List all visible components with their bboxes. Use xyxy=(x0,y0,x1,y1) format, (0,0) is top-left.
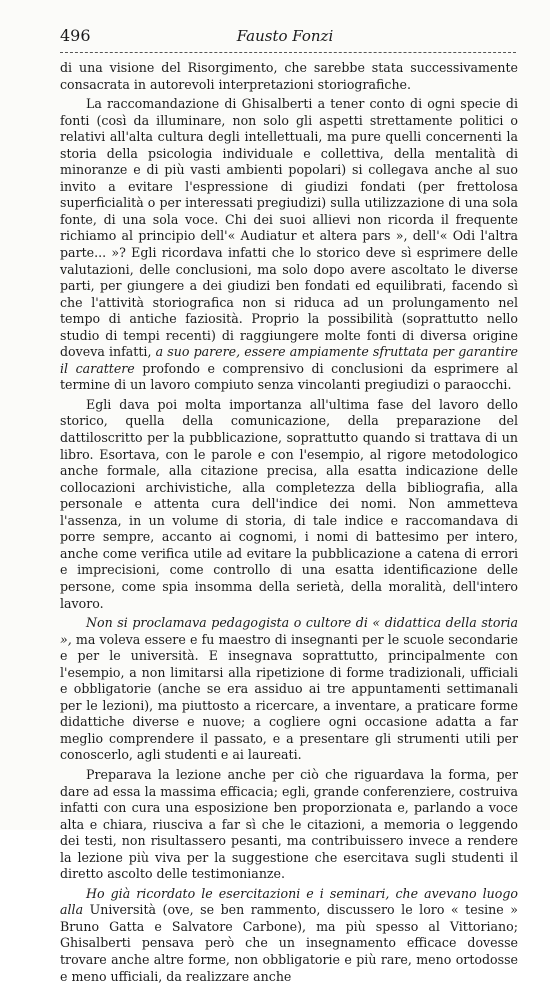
paragraph-6 xyxy=(60,886,518,985)
paragraph-2-text-c: profondo e comprensivo di conclusioni da esprimere al termine di un lavoro compiuto senza vincolanti pregiudizi o paraocchi. xyxy=(60,360,518,393)
paragraph-4-text: ma voleva essere e fu maestro di insegnanti per le scuole secondarie e per le università. E insegnava soprattutto, principalmente con l'esempio, a non limitarsi alla ripetizione di forme tradizionali, ufficiali e obbligatorie (anche se era assiduo ai tre appuntamenti settimanali per le lezioni), ma piuttosto a ricercare, a inventare, a praticare forme didattiche diverse e nuove; a cogliere ogni occasione adatta a far meglio comprendere il passato, e a presentare gli strumenti utili per conoscerlo, agli studenti e ai laureati. xyxy=(60,631,518,763)
page-header xyxy=(60,26,510,48)
paragraph-4-italic: Non si proclamava pedagogista o cultore di « didattica della storia », xyxy=(60,615,518,647)
running-head: Fausto Fonzi xyxy=(236,27,334,45)
paragraph-1: di una visione del Risorgimento, che sarebbe stata successivamente consacrata in autorevoli interpretazioni storiografiche. xyxy=(60,60,518,92)
paragraph-2 xyxy=(60,96,518,394)
paragraph-6-italic: Ho già ricordato le esercitazioni e i seminari, che avevano luogo alla xyxy=(60,885,518,918)
paragraph-2-text-a: La raccomandazione di Ghisalberti a tener conto di ogni specie di fonti (così da illuminare, non solo gli aspetti strettamente politici o relativi all'alta cultura degli intellettuali, ma pure quelli concernenti la storia della psicologia individuale e collettiva, della mentalità di minoranze e di più vasti ambienti popolari) si collegava anche al suo invito a evitare l'espressione di giudizi fondati (per frettolosa superficialità o per interessati pregiudizi) sulla utilizzazione di una sola fonte, di una sola voce. Chi dei suoi allievi non ricorda il frequente richiamo al principio dell'« Audiatur et altera pars », dell'« Odi l'altra parte... »? Egli ricordava infatti che lo storico deve sì esprimere delle valutazioni, delle conclusioni, ma solo dopo avere ascoltato le diverse parti, per giungere a dei giudizi ben fondati ed equilibrati, facendo sì che l'attività storiografica non si riduca ad un prolungamento nel tempo di antiche faziosità. Proprio la possibilità (soprattutto nello studio di tempi recenti) di raggiungere molte fonti di diversa origine doveva infatti, xyxy=(60,96,518,360)
body-text xyxy=(60,60,518,988)
header-rule xyxy=(60,52,516,53)
paragraph-2-italic: a suo parere, essere ampiamente sfruttata per garantire il carattere xyxy=(60,344,518,376)
paragraph-5: Preparava la lezione anche per ciò che riguardava la forma, per dare ad essa la massima efficacia; egli, grande conferenziere, costruiva infatti con cura una esposizione ben proporzionata e, parlando a voce alta e chiara, riusciva a far sì che le citazioni, a memoria o leggendo dei testi, non risultassero pesanti, ma contribuissero invece a rendere la lezione più viva per la suggestione che esercitava sugli studenti il diretto ascolto delle testimonianze. xyxy=(60,766,518,882)
page-number: 496 xyxy=(60,26,91,45)
paragraph-6-text: Università (ove, se ben rammento, discussero le loro « tesine » Bruno Gatta e Salvatore Carbone), ma più spesso al Vittoriano; Ghisalberti pensava però che un insegnamento efficace dovesse trovare anche altre forme, non obbligatorie e più rare, meno ortodosse e meno ufficiali, da realizzare anche xyxy=(60,902,518,984)
paragraph-4 xyxy=(60,615,518,764)
paragraph-3: Egli dava poi molta importanza all'ultima fase del lavoro dello storico, quella della comunicazione, della preparazione del dattiloscritto per la pubblicazione, soprattutto quando si trattava di un libro. Esortava, con le parole e con l'esempio, al rigore metodologico anche formale, alla citazione precisa, alla esatta indicazione delle collocazioni archivistiche, alla completezza della bibliografia, alla personale e attenta cura dell'indice dei nomi. Non ammetteva l'assenza, in un volume di storia, di tale indice e raccomandava di porre sempre, accanto ai cognomi, i nomi di battesimo per intero, anche come verifica utile ad evitare la pubblicazione a catena di errori e imprecisioni, come controllo di una esatta identificazione delle persone, come spia insomma della serietà, della moralità, dell'intero lavoro. xyxy=(60,396,518,611)
